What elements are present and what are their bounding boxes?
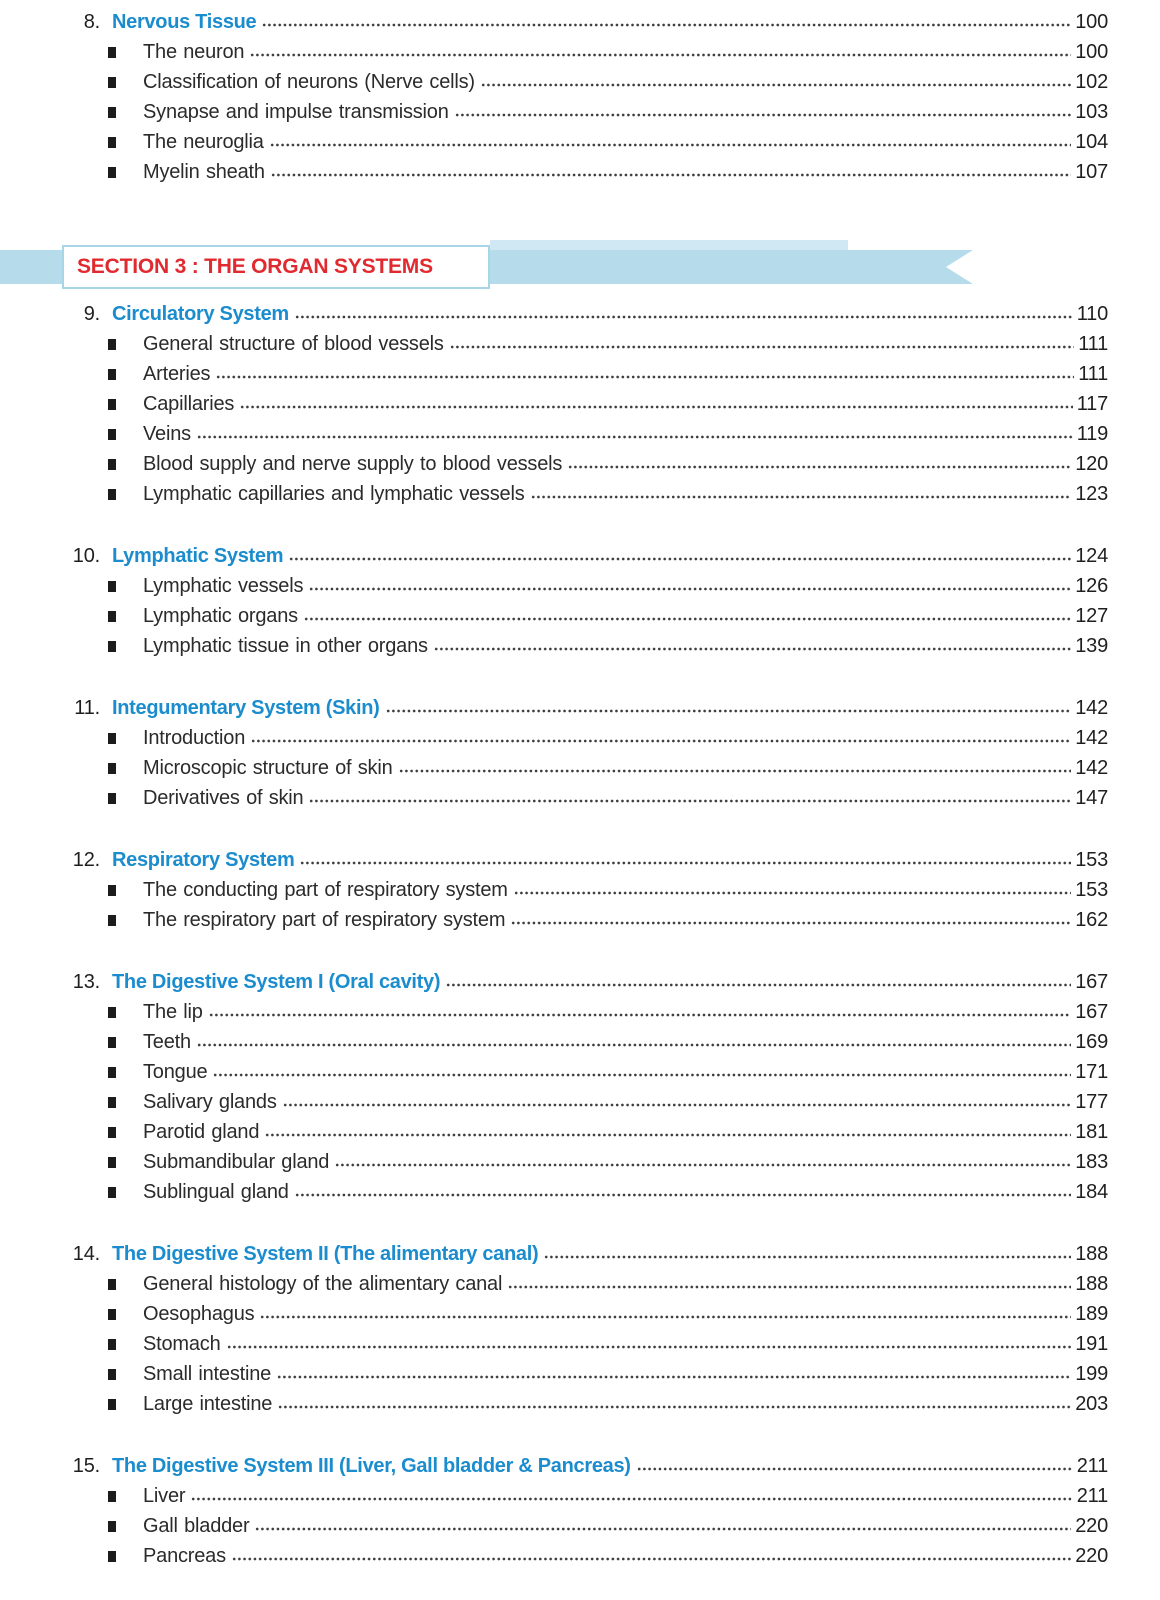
chapter-row [72,1239,1108,1269]
sub-item-row [108,1481,1108,1511]
sub-item-page-number: 203 [1075,1393,1108,1415]
sub-item-page-number: 191 [1075,1333,1108,1355]
dot-leader [265,1131,1071,1139]
chapter-number: 10. [72,545,100,567]
sub-item-row [108,753,1108,783]
sub-item-row [108,359,1108,389]
square-bullet-icon [108,1399,116,1410]
chapter-page-number: 124 [1075,545,1108,567]
dot-leader [260,1313,1071,1321]
sub-item-label: Pancreas [143,1545,226,1567]
dot-leader [637,1465,1073,1473]
square-bullet-icon [108,489,116,500]
sub-item-row [108,67,1108,97]
chapter-title: Lymphatic System [112,545,284,567]
sub-item-row [108,37,1108,67]
toc-chapter-group [72,1239,1108,1419]
square-bullet-icon [108,1157,116,1168]
dot-leader [568,463,1071,471]
dot-leader [277,1373,1071,1381]
dot-leader [295,1191,1072,1199]
dot-leader [255,1525,1071,1533]
chapter-page-number: 211 [1076,1455,1108,1477]
sub-item-row [108,1027,1108,1057]
sub-item-row [108,1117,1108,1147]
chapter-number: 8. [83,11,100,33]
sub-item-row [108,723,1108,753]
chapter-title: The Digestive System III (Liver, Gall bladder & Pancreas) [112,1455,631,1477]
toc-block-before-banner [72,7,1108,187]
sub-item-label: General structure of blood vessels [143,333,444,355]
sub-item-label: Stomach [143,1333,221,1355]
sub-item-label: Lymphatic vessels [143,575,304,597]
dot-leader [508,1283,1071,1291]
square-bullet-icon [108,399,116,410]
square-bullet-icon [108,167,116,178]
toc-chapter-group [72,845,1108,935]
square-bullet-icon [108,1037,116,1048]
square-bullet-icon [108,47,116,58]
chapter-row [72,541,1108,571]
sub-item-label: Arteries [143,363,211,385]
chapter-page-number: 142 [1075,697,1108,719]
dot-leader [270,141,1072,149]
chapter-page-number: 110 [1076,303,1108,325]
sub-item-label: The neuroglia [143,131,264,153]
square-bullet-icon [108,1097,116,1108]
sub-item-row [108,1389,1108,1419]
sub-item-page-number: 169 [1075,1031,1108,1053]
sub-item-page-number: 139 [1075,635,1108,657]
sub-item-label: Salivary glands [143,1091,277,1113]
sub-item-label: General histology of the alimentary canal [143,1273,503,1295]
sub-item-page-number: 123 [1075,483,1108,505]
sub-item-row [108,1177,1108,1207]
chapter-page-number: 188 [1075,1243,1108,1265]
sub-item-row [108,97,1108,127]
dot-leader [251,737,1071,745]
square-bullet-icon [108,611,116,622]
square-bullet-icon [108,339,116,350]
dot-leader [209,1011,1072,1019]
dot-leader [191,1495,1072,1503]
dot-leader [455,111,1072,119]
chapter-title: Nervous Tissue [112,11,257,33]
square-bullet-icon [108,1127,116,1138]
sub-item-page-number: 117 [1076,393,1108,415]
sub-item-page-number: 189 [1075,1303,1108,1325]
dot-leader [309,585,1071,593]
sub-item-page-number: 127 [1075,605,1108,627]
toc-block-after-banner [72,299,1108,1571]
dot-leader [481,81,1071,89]
square-bullet-icon [108,641,116,652]
chapter-number: 11. [74,697,100,719]
sub-item-page-number: 188 [1075,1273,1108,1295]
sub-item-page-number: 171 [1075,1061,1108,1083]
sub-item-row [108,997,1108,1027]
sub-item-page-number: 111 [1078,363,1108,385]
dot-leader [227,1343,1072,1351]
dot-leader [295,313,1073,321]
dot-leader [283,1101,1072,1109]
sub-item-row [108,783,1108,813]
sub-item-row [108,1057,1108,1087]
chapter-title: The Digestive System I (Oral cavity) [112,971,441,993]
sub-item-page-number: 211 [1076,1485,1108,1507]
section-banner [0,240,1160,290]
sub-item-page-number: 199 [1075,1363,1108,1385]
chapter-title: Circulatory System [112,303,289,325]
sub-item-row [108,631,1108,661]
toc-chapter-group [72,1451,1108,1571]
sub-item-label: Blood supply and nerve supply to blood vessels [143,453,563,475]
sub-item-label: Veins [143,423,191,445]
sub-item-page-number: 111 [1078,333,1108,355]
square-bullet-icon [108,137,116,148]
square-bullet-icon [108,581,116,592]
sub-item-page-number: 184 [1075,1181,1108,1203]
sub-item-page-number: 107 [1075,161,1108,183]
square-bullet-icon [108,429,116,440]
dot-leader [240,403,1073,411]
dot-leader [271,171,1071,179]
dot-leader [386,707,1072,715]
sub-item-label: Myelin sheath [143,161,265,183]
sub-item-label: Lymphatic tissue in other organs [143,635,428,657]
dot-leader [514,889,1071,897]
dot-leader [304,615,1071,623]
sub-item-row [108,1511,1108,1541]
dot-leader [531,493,1072,501]
sub-item-page-number: 162 [1075,909,1108,931]
sub-item-label: Lymphatic capillaries and lymphatic vessels [143,483,525,505]
dot-leader [216,373,1074,381]
toc-chapter-group [72,693,1108,813]
sub-item-row [108,157,1108,187]
sub-item-row [108,329,1108,359]
sub-item-page-number: 220 [1075,1545,1108,1567]
square-bullet-icon [108,1007,116,1018]
square-bullet-icon [108,1279,116,1290]
square-bullet-icon [108,369,116,380]
sub-item-label: Derivatives of skin [143,787,304,809]
chapter-number: 13. [72,971,100,993]
sub-item-label: The respiratory part of respiratory system [143,909,506,931]
sub-item-row [108,1299,1108,1329]
square-bullet-icon [108,1521,116,1532]
dot-leader [278,1403,1071,1411]
sub-item-row [108,905,1108,935]
sub-item-label: Small intestine [143,1363,272,1385]
sub-item-page-number: 167 [1075,1001,1108,1023]
sub-item-label: Synapse and impulse transmission [143,101,449,123]
square-bullet-icon [108,1369,116,1380]
square-bullet-icon [108,1339,116,1350]
dot-leader [213,1071,1071,1079]
square-bullet-icon [108,1491,116,1502]
chapter-row [72,693,1108,723]
sub-item-page-number: 103 [1075,101,1108,123]
sub-item-page-number: 142 [1075,727,1108,749]
sub-item-row [108,1359,1108,1389]
sub-item-label: Classification of neurons (Nerve cells) [143,71,475,93]
sub-item-page-number: 120 [1075,453,1108,475]
dot-leader [197,1041,1071,1049]
square-bullet-icon [108,793,116,804]
dot-leader [300,859,1071,867]
sub-item-page-number: 102 [1075,71,1108,93]
sub-item-row [108,1269,1108,1299]
sub-item-label: Teeth [143,1031,191,1053]
square-bullet-icon [108,1551,116,1562]
toc-chapter-group [72,7,1108,187]
section-banner-title: SECTION 3 : THE ORGAN SYSTEMS [77,255,433,278]
sub-item-page-number: 153 [1075,879,1108,901]
sub-item-label: Submandibular gland [143,1151,330,1173]
sub-item-page-number: 183 [1075,1151,1108,1173]
sub-item-row [108,389,1108,419]
sub-item-row [108,875,1108,905]
chapter-page-number: 167 [1075,971,1108,993]
chapter-title: The Digestive System II (The alimentary canal) [112,1243,539,1265]
chapter-row [72,7,1108,37]
chapter-number: 9. [83,303,100,325]
sub-item-page-number: 100 [1075,41,1108,63]
chapter-row [72,1451,1108,1481]
sub-item-row [108,1329,1108,1359]
sub-item-label: Introduction [143,727,246,749]
sub-item-page-number: 147 [1075,787,1108,809]
sub-item-label: Liver [143,1485,186,1507]
square-bullet-icon [108,459,116,470]
chapter-title: Respiratory System [112,849,295,871]
sub-item-label: Parotid gland [143,1121,260,1143]
square-bullet-icon [108,885,116,896]
sub-item-label: The neuron [143,41,245,63]
sub-item-row [108,1147,1108,1177]
chapter-row [72,299,1108,329]
section-banner-box [62,245,490,289]
chapter-row [72,845,1108,875]
sub-item-label: Sublingual gland [143,1181,289,1203]
sub-item-page-number: 177 [1075,1091,1108,1113]
square-bullet-icon [108,77,116,88]
sub-item-page-number: 119 [1076,423,1108,445]
sub-item-label: Gall bladder [143,1515,250,1537]
dot-leader [450,343,1075,351]
toc-chapter-group [72,967,1108,1207]
sub-item-page-number: 142 [1075,757,1108,779]
sub-item-label: Oesophagus [143,1303,255,1325]
dot-leader [262,21,1071,29]
sub-item-row [108,571,1108,601]
dot-leader [232,1555,1071,1563]
sub-item-label: Lymphatic organs [143,605,298,627]
sub-item-label: Capillaries [143,393,235,415]
chapter-number: 12. [72,849,100,871]
square-bullet-icon [108,733,116,744]
square-bullet-icon [108,107,116,118]
dot-leader [434,645,1071,653]
sub-item-row [108,479,1108,509]
chapter-row [72,967,1108,997]
dot-leader [399,767,1072,775]
square-bullet-icon [108,763,116,774]
sub-item-row [108,601,1108,631]
dot-leader [335,1161,1071,1169]
square-bullet-icon [108,1187,116,1198]
sub-item-label: Tongue [143,1061,208,1083]
dot-leader [289,555,1071,563]
dot-leader [250,51,1071,59]
sub-item-label: Microscopic structure of skin [143,757,393,779]
sub-item-row [108,419,1108,449]
chapter-title: Integumentary System (Skin) [112,697,380,719]
sub-item-label: Large intestine [143,1393,273,1415]
sub-item-page-number: 104 [1075,131,1108,153]
sub-item-page-number: 220 [1075,1515,1108,1537]
sub-item-page-number: 126 [1075,575,1108,597]
sub-item-label: The conducting part of respiratory system [143,879,508,901]
chapter-page-number: 100 [1075,11,1108,33]
square-bullet-icon [108,1309,116,1320]
dot-leader [309,797,1071,805]
dot-leader [446,981,1071,989]
toc-chapter-group [72,541,1108,661]
dot-leader [544,1253,1071,1261]
sub-item-row [108,127,1108,157]
sub-item-label: The lip [143,1001,203,1023]
chapter-number: 14. [72,1243,100,1265]
dot-leader [511,919,1071,927]
square-bullet-icon [108,1067,116,1078]
sub-item-row [108,449,1108,479]
sub-item-page-number: 181 [1075,1121,1108,1143]
dot-leader [197,433,1073,441]
chapter-number: 15. [72,1455,100,1477]
sub-item-row [108,1087,1108,1117]
square-bullet-icon [108,915,116,926]
chapter-page-number: 153 [1075,849,1108,871]
toc-chapter-group [72,299,1108,509]
sub-item-row [108,1541,1108,1571]
